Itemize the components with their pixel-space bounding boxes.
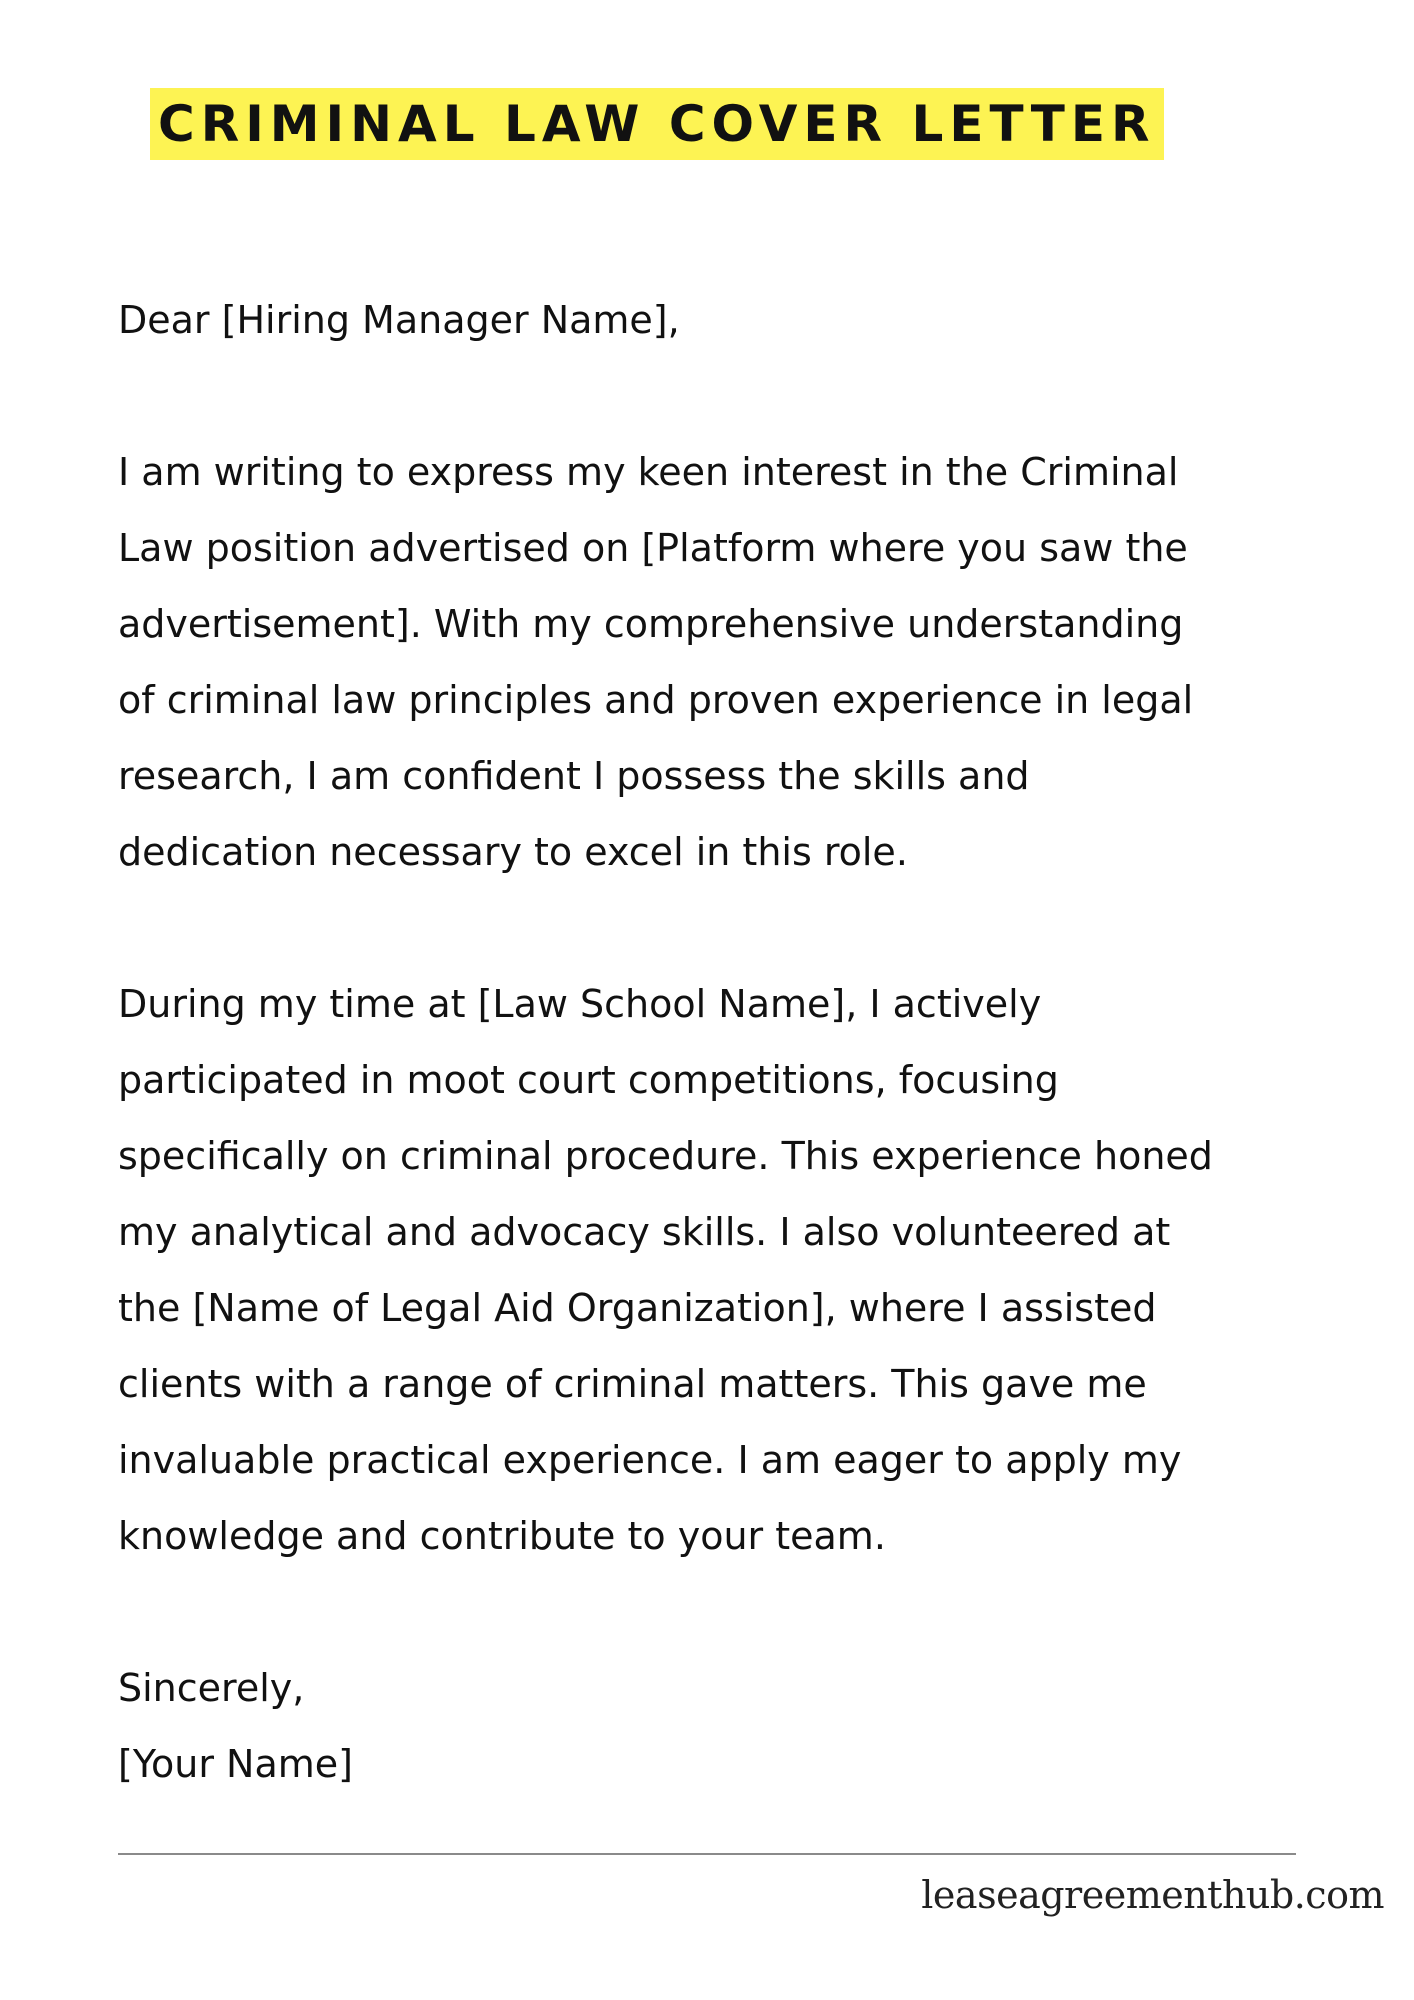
letter-body [118,282,1358,1802]
paragraph-line: clients with a range of criminal matters. This gave me [118,1362,1147,1406]
paragraph-line: dedication necessary to excel in this role. [118,830,908,874]
website-link[interactable]: leaseagreementhub.com [921,1873,1384,1917]
paragraph-line: I am writing to express my keen interest in the Criminal [118,450,1179,494]
closing-block [118,1650,1358,1802]
paragraph-line: participated in moot court competitions, focusing [118,1058,1059,1102]
paragraph-line: knowledge and contribute to your team. [118,1514,886,1558]
paragraph-line: invaluable practical experience. I am eager to apply my [118,1438,1182,1482]
paragraph-1 [118,434,1358,890]
signature: [Your Name] [118,1742,353,1786]
page-title: CRIMINAL LAW COVER LETTER [150,88,1164,160]
salutation: Dear [Hiring Manager Name], [118,298,680,342]
paragraph-2 [118,966,1358,1574]
paragraph-line: Law position advertised on [Platform where you saw the [118,526,1188,570]
paragraph-line: specifically on criminal procedure. This experience honed [118,1134,1213,1178]
paragraph-line: During my time at [Law School Name], I actively [118,982,1042,1026]
paragraph-line: research, I am confident I possess the skills and [118,754,1030,798]
paragraph-line: the [Name of Legal Aid Organization], where I assisted [118,1286,1157,1330]
closing: Sincerely, [118,1666,305,1710]
paragraph-line: of criminal law principles and proven experience in legal [118,678,1194,722]
footer-divider [118,1853,1296,1855]
paragraph-line: advertisement]. With my comprehensive understanding [118,602,1184,646]
paragraph-line: my analytical and advocacy skills. I also volunteered at [118,1210,1171,1254]
